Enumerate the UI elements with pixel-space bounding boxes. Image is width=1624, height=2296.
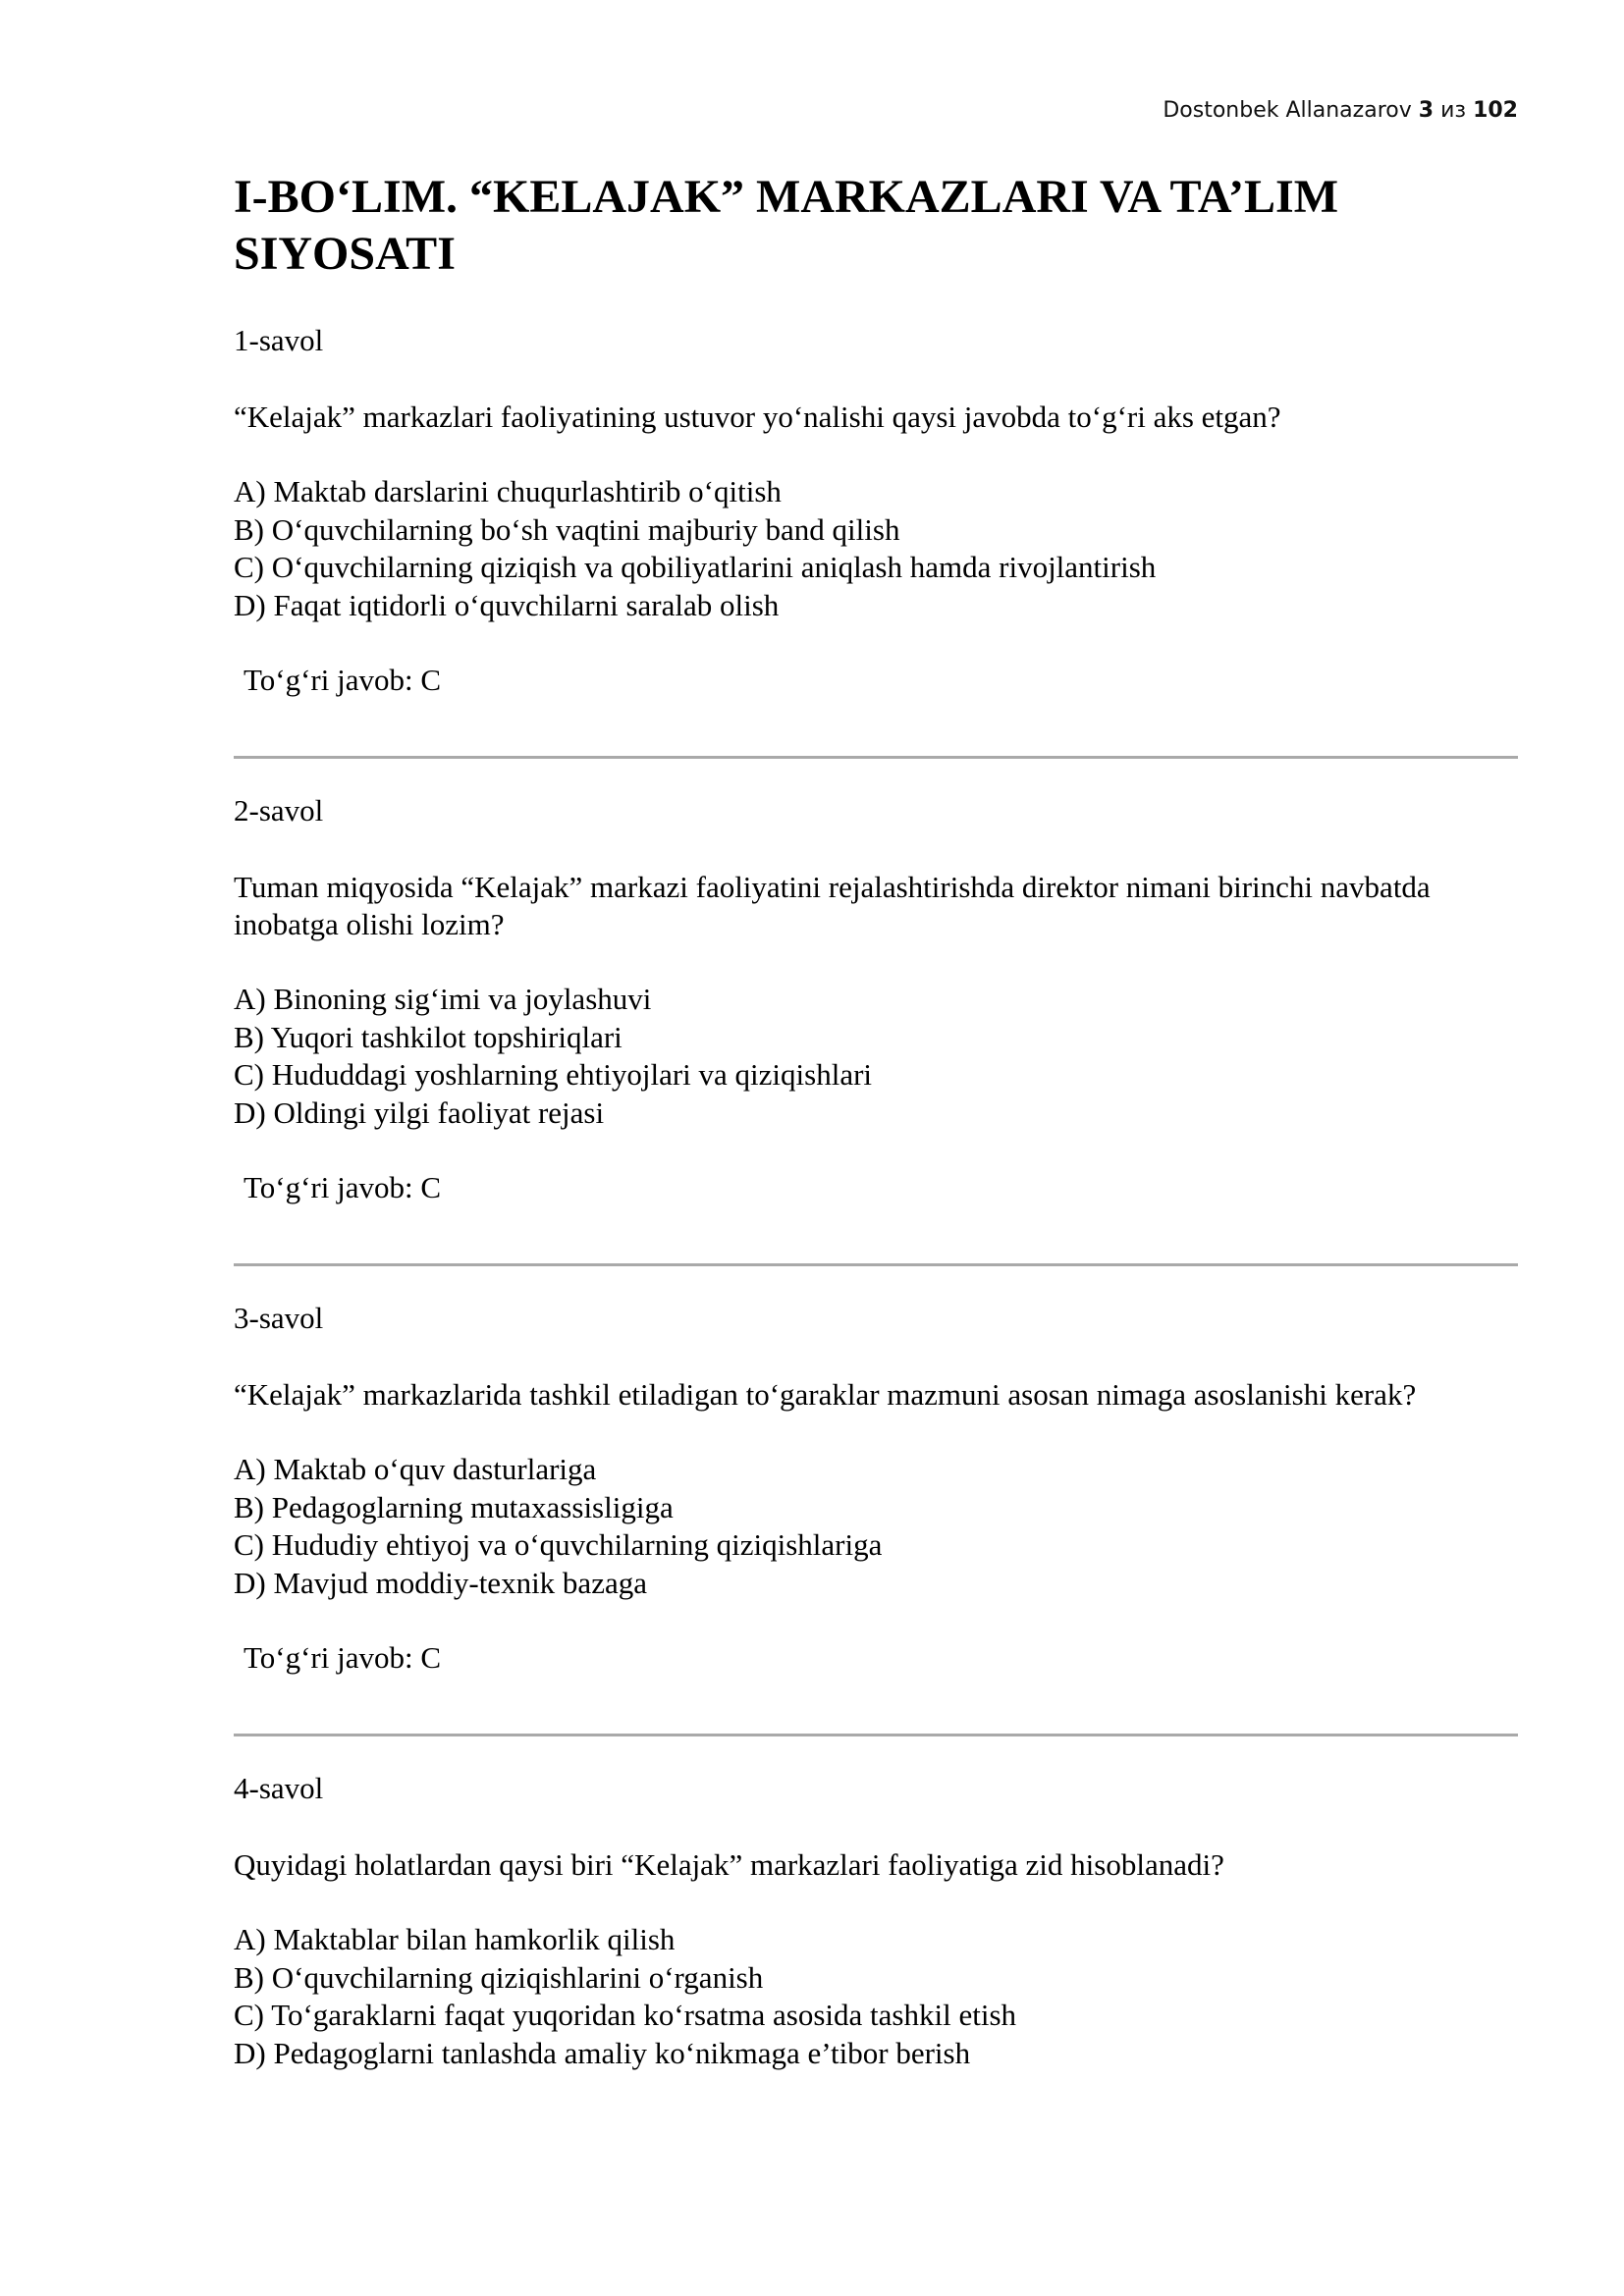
question-text: “Kelajak” markazlarida tashkil etiladigan to‘garaklar mazmuni asosan nimaga asoslanishi kerak?: [234, 1377, 1417, 1412]
option-c: C) To‘garaklarni faqat yuqoridan ko‘rsatma asosida tashkil etish: [234, 1998, 1017, 2032]
answer-options: [234, 981, 1518, 1132]
option-b: B) O‘quvchilarning bo‘sh vaqtini majburiy band qilish: [234, 511, 900, 547]
page-current: 3: [1418, 98, 1435, 123]
question-label: 2-savol: [234, 793, 324, 828]
option-c: C) Hududdagi yoshlarning ehtiyojlari va qiziqishlari: [234, 1057, 873, 1092]
option-b: B) Yuqori tashkilot topshiriqlari: [234, 1019, 623, 1054]
answer-options: [234, 1921, 1518, 2072]
option-d: D) Pedagoglarni tanlashda amaliy ko‘nikmaga e’tibor berish: [234, 2035, 971, 2070]
answer-options: [234, 473, 1518, 624]
option-b: B) Pedagoglarning mutaxassisligiga: [234, 1489, 674, 1524]
page-separator: из: [1440, 98, 1467, 123]
correct-answer: To‘g‘ri javob: C: [244, 663, 442, 697]
option-a: A) Maktab darslarini chuqurlashtirib o‘qitish: [234, 474, 782, 508]
question-2: [234, 792, 1518, 1206]
author-name: Dostonbek Allanazarov: [1163, 98, 1412, 123]
question-text: “Kelajak” markazlari faoliyatining ustuvor yo‘nalishi qaysi javobda to‘g‘ri aks etgan?: [234, 400, 1281, 434]
question-label: 1-savol: [234, 323, 324, 357]
page-header: [1163, 98, 1518, 123]
correct-answer: To‘g‘ri javob: C: [244, 1170, 442, 1204]
option-c: C) O‘quvchilarning qiziqish va qobiliyatlarini aniqlash hamda rivojlantirish: [234, 550, 1157, 584]
question-4: [234, 1770, 1518, 2072]
section-title: I-BO‘LIM. “KELAJAK” MARKAZLARI VA TA’LIM SIYOSATI: [234, 171, 1338, 280]
document-body: [234, 169, 1518, 2109]
question-1: [234, 322, 1518, 699]
divider: [234, 1263, 1518, 1266]
option-c: C) Hududiy ehtiyoj va o‘quvchilarning qiziqishlariga: [234, 1527, 883, 1562]
answer-options: [234, 1451, 1518, 1602]
question-text: Tuman miqyosida “Kelajak” markazi faoliyatini rejalashtirishda direktor nimani birinchi navbatda inobatga olishi lozim?: [234, 870, 1431, 941]
option-a: A) Maktab o‘quv dasturlariga: [234, 1452, 597, 1486]
option-d: D) Faqat iqtidorli o‘quvchilarni saralab olish: [234, 587, 780, 622]
option-a: A) Maktablar bilan hamkorlik qilish: [234, 1922, 676, 1956]
option-d: D) Oldingi yilgi faoliyat rejasi: [234, 1095, 605, 1130]
question-label: 4-savol: [234, 1771, 324, 1805]
option-a: A) Binoning sig‘imi va joylashuvi: [234, 982, 652, 1016]
correct-answer: To‘g‘ri javob: C: [244, 1640, 442, 1675]
question-label: 3-savol: [234, 1301, 324, 1335]
divider: [234, 756, 1518, 759]
question-3: [234, 1300, 1518, 1677]
option-d: D) Mavjud moddiy-texnik bazaga: [234, 1565, 647, 1600]
page-total: 102: [1473, 98, 1518, 123]
question-text: Quyidagi holatlardan qaysi biri “Kelajak” markazlari faoliyatiga zid hisoblanadi?: [234, 1847, 1224, 1882]
option-b: B) O‘quvchilarning qiziqishlarini o‘rganish: [234, 1959, 764, 1995]
divider: [234, 1734, 1518, 1736]
